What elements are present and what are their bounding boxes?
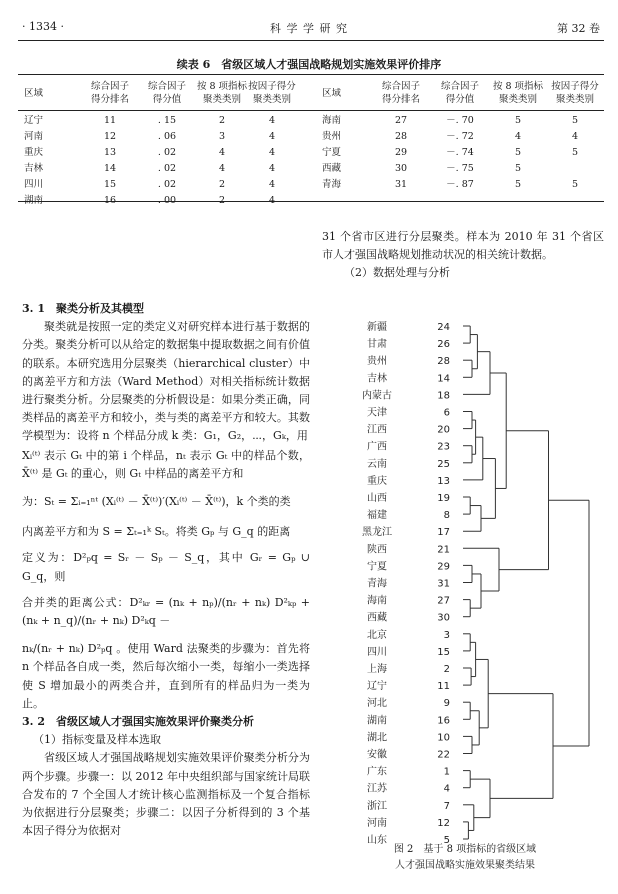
table-top-rule (18, 74, 604, 75)
leaf-id: 25 (437, 458, 450, 470)
col-header-clusterf: 按因子得分 聚类类别 (551, 81, 599, 105)
leaf-label: 江苏 (367, 783, 387, 795)
table-cell (546, 160, 604, 176)
paragraph-cluster-intro: 聚类就是按照一定的类定义对研究样本进行基于数据的分类。聚类分析可以从给定的数据集中提取数据之间有价值的联系。本研究选用分层聚类（hierarchical cluster）中的离差平方和方法（Ward Method）对相关指标统计数据进行聚类分析。分层聚类的分析假设是：如果分类正确，同类样品的离差平方和较小，类与类的离差平方和较大。其数学模型为：设将 n 个样品分成 k 类：G₁，G₂，⋯，Gₖ，用 (22, 320, 310, 443)
table-cell: 5 (514, 114, 522, 126)
table-row (322, 112, 604, 128)
table-row (24, 160, 296, 176)
table-cell: 4 (514, 130, 522, 142)
table-cell: 海南 (322, 114, 342, 126)
section-3-2-title: 3. 2 省级区域人才强国实施效果评价聚类分析 (22, 715, 254, 729)
leaf-label: 河北 (367, 698, 387, 710)
header-rule (18, 40, 604, 41)
figure-caption-line1: 图 2 基于 8 项指标的省级区域 (393, 844, 537, 855)
leaf-label: 云南 (367, 458, 387, 470)
figure-caption (340, 842, 590, 874)
table-cell: 30 (394, 162, 408, 174)
table-cell: . 02 (157, 162, 177, 174)
col-header-region: 区域 (24, 87, 44, 99)
leaf-label: 河南 (367, 817, 387, 829)
table-cell: －. 70 (446, 114, 474, 126)
table-row (322, 176, 604, 192)
leaf-label: 辽宁 (367, 681, 387, 693)
leaf-id: 24 (437, 322, 450, 333)
formula-dpq: 定义为：D²ₚq = Sᵣ － Sₚ － S_q，其中 Gᵣ = Gₚ ∪ G_q，则 (22, 551, 310, 583)
leaf-label: 陕西 (367, 544, 387, 556)
leaf-id: 1 (443, 766, 450, 778)
col-header-region: 区域 (322, 87, 342, 99)
leaf-id: 5 (443, 835, 450, 846)
leaf-id: 18 (437, 390, 450, 402)
leaf-label: 江西 (367, 424, 387, 436)
leaf-label: 浙江 (367, 800, 387, 812)
formula-s: 内离差平方和为 S = Σₜ₌₁ᵏ Sₜ。将类 Gₚ 与 G_q 的距离 (22, 525, 291, 539)
table-cell: 2 (218, 178, 226, 190)
table-cell: 4 (218, 146, 226, 158)
table-cell: 3 (218, 130, 226, 142)
table-cell: 5 (571, 178, 579, 190)
table-cell: 4 (268, 146, 276, 158)
table-cell: 4 (571, 130, 579, 142)
figure-caption-line2: 人才强国战略实施效果聚类结果 (395, 860, 535, 871)
leaf-label: 宁夏 (367, 561, 387, 573)
leaf-label: 湖南 (367, 715, 387, 727)
table-cell: 2 (218, 114, 226, 126)
table-cell: . 02 (157, 178, 177, 190)
table-row (24, 128, 296, 144)
col-header-clusterf: 按因子得分 聚类类别 (248, 81, 296, 105)
leaf-label: 黑龙江 (362, 527, 392, 539)
table-cell: 4 (268, 162, 276, 174)
table-cell: 5 (514, 178, 522, 190)
leaf-id: 4 (443, 783, 450, 795)
leaf-id: 27 (437, 595, 450, 607)
table-cell: . 00 (157, 194, 177, 206)
table-cell: 12 (103, 130, 117, 142)
leaf-label: 甘肃 (367, 339, 387, 351)
leaf-id: 8 (443, 510, 450, 522)
table-cell: 11 (103, 114, 117, 126)
leaf-label: 贵州 (367, 356, 387, 368)
table-cell: 湖南 (24, 194, 44, 206)
table-cell: －. 74 (446, 146, 474, 158)
leaf-id: 2 (443, 664, 450, 675)
leaf-id: 10 (437, 732, 450, 744)
table-row (24, 112, 296, 128)
page-number: · 1334 · (22, 20, 64, 33)
table-cell: 5 (571, 114, 579, 126)
leaf-id: 7 (443, 800, 450, 812)
table-cell: 5 (514, 162, 522, 174)
leaf-id: 12 (437, 817, 450, 829)
paragraph-sample: 31 个省市区进行分层聚类。样本为 2010 年 31 个省区市人才强国战略规划推动状况的相关统计数据。 (322, 230, 604, 262)
leaf-id: 11 (437, 681, 450, 693)
leaf-label: 内蒙古 (362, 390, 392, 402)
table-row (322, 128, 604, 144)
left-column (22, 300, 310, 840)
col-header-score: 综合因子 得分值 (147, 81, 186, 105)
table-row (24, 192, 296, 208)
table-cell: 西藏 (322, 162, 342, 174)
table-cell: 14 (103, 162, 117, 174)
table-cell: 4 (268, 194, 276, 206)
table-cell: 4 (218, 162, 226, 174)
leaf-id: 21 (437, 544, 450, 556)
leaf-id: 23 (437, 441, 450, 453)
table-cell: 青海 (322, 178, 342, 190)
table-cell: 贵州 (322, 130, 342, 142)
table-cell: . 15 (157, 114, 177, 126)
leaf-label: 天津 (367, 407, 387, 419)
table-cell: 15 (103, 178, 117, 190)
col-header-rank: 综合因子 得分排名 (90, 81, 129, 105)
table-cell: 13 (103, 146, 117, 158)
leaf-label: 广西 (367, 441, 387, 453)
leaf-label: 安徽 (367, 749, 387, 761)
table-cell: 5 (514, 146, 522, 158)
leaf-id: 9 (443, 698, 450, 710)
leaf-label: 新疆 (367, 322, 387, 333)
table-cell: 27 (394, 114, 408, 126)
table-cell: 辽宁 (24, 114, 44, 126)
leaf-id: 17 (437, 527, 450, 539)
col-header-score: 综合因子 得分值 (440, 81, 479, 105)
col-header-cluster8: 按 8 项指标 聚类类别 (492, 81, 544, 105)
leaf-label: 青海 (367, 578, 387, 590)
formula-st: 为：Sₜ = Σᵢ₌₁ⁿᵗ (Xᵢ⁽ᵗ⁾ － X̄⁽ᵗ⁾)′(Xᵢ⁽ᵗ⁾ － X̄⁽ᵗ⁾)，k 个类的类 (22, 495, 291, 509)
table-cell: 4 (268, 130, 276, 142)
table-cell: 16 (103, 194, 117, 206)
table-cell: 吉林 (24, 162, 44, 174)
leaf-label: 四川 (367, 646, 387, 658)
leaf-id: 31 (437, 578, 450, 590)
table-cell: －. 75 (446, 162, 474, 174)
subsection-2-title: （2）数据处理与分析 (344, 266, 450, 280)
table-cell: 宁夏 (322, 146, 342, 158)
leaf-label: 山西 (367, 493, 387, 504)
table-cell: . 06 (157, 130, 177, 142)
paragraph-two-steps: 省级区域人才强国战略规划实施效果评价聚类分析分为两个步骤。步骤一：以 2012 年中央组织部与国家统计局联合发布的 7 个全国人才统计核心监测指标及一个复合指标为依据进行分层聚类；步骤二：以因子分析得到的 3 个基本因子得分为依据对 (22, 751, 310, 838)
right-column (322, 228, 604, 283)
leaf-label: 海南 (367, 595, 387, 607)
leaf-id: 19 (437, 493, 450, 504)
table-cell: 28 (394, 130, 408, 142)
table-cell: 31 (394, 178, 408, 190)
leaf-label: 北京 (367, 629, 387, 641)
leaf-label: 广东 (367, 766, 387, 778)
table-row (24, 176, 296, 192)
paragraph-notation: Xᵢ⁽ᵗ⁾ 表示 Gₜ 中的第 i 个样品，nₜ 表示 Gₜ 中的样品个数，X̄⁽ᵗ⁾ 是 Gₜ 的重心，则 Gₜ 中样品的离差平方和 (22, 448, 310, 480)
subsection-1-title: （1）指标变量及样本选取 (33, 733, 161, 747)
leaf-id: 6 (443, 407, 450, 419)
leaf-id: 16 (437, 715, 450, 727)
formula-dkr: 合并类的距离公式：D²ₖᵣ = (nₖ + nₚ)/(nᵣ + nₖ) D²ₖₚ + (nₖ + n_q)/(nᵣ + nₖ) D²ₖq － (22, 595, 310, 628)
leaf-label: 湖北 (367, 732, 387, 744)
table-row (322, 144, 604, 160)
section-3-1-title: 3. 1 聚类分析及其模型 (22, 302, 144, 315)
leaf-id: 28 (437, 356, 450, 368)
leaf-id: 15 (437, 646, 450, 658)
leaf-id: 13 (437, 475, 450, 487)
table-cell: . 02 (157, 146, 177, 158)
table-row (24, 144, 296, 160)
leaf-id: 30 (437, 612, 450, 624)
leaf-id: 14 (437, 373, 450, 385)
leaf-id: 3 (443, 629, 450, 641)
leaf-id: 26 (437, 339, 450, 351)
leaf-label: 吉林 (367, 373, 387, 385)
journal-title: 科 学 学 研 究 (270, 22, 348, 35)
table-cell: 29 (394, 146, 408, 158)
col-header-rank: 综合因子 得分排名 (381, 81, 420, 105)
table-cell: 四川 (24, 178, 44, 190)
paragraph-ward-steps: nₖ/(nᵣ + nₖ) D²ₚq 。使用 Ward 法聚类的步骤为：首先将 n 个样品各自成一类，然后每次缩小一类，每缩小一类选择使 S 增加最小的两类合并，直到所有的样品归为一类为止。 (22, 642, 310, 710)
leaf-label: 西藏 (367, 612, 387, 624)
table-cell: 5 (571, 146, 579, 158)
table-cell: 4 (268, 114, 276, 126)
leaf-label: 重庆 (367, 475, 387, 487)
leaf-id: 20 (437, 424, 450, 436)
table-cell: －. 87 (446, 178, 474, 190)
leaf-id: 29 (437, 561, 450, 573)
table-row (322, 160, 604, 176)
table-right-half (322, 77, 604, 192)
dendrogram-figure (330, 312, 604, 846)
table-cell: 2 (218, 194, 226, 206)
table-caption: 续表 6 省级区域人才强国战略规划实施效果评价排序 (176, 58, 442, 71)
table-cell: 河南 (24, 130, 44, 142)
table-cell: 4 (268, 178, 276, 190)
col-header-cluster8: 按 8 项指标 聚类类别 (196, 81, 248, 105)
table-cell: －. 72 (446, 130, 474, 142)
leaf-label: 山东 (367, 835, 387, 846)
volume-label: 第 32 卷 (557, 22, 600, 35)
leaf-label: 上海 (367, 664, 387, 675)
table-left-half (24, 77, 296, 208)
leaf-label: 福建 (367, 510, 387, 522)
leaf-id: 22 (437, 749, 450, 761)
table-cell: 重庆 (24, 146, 44, 158)
